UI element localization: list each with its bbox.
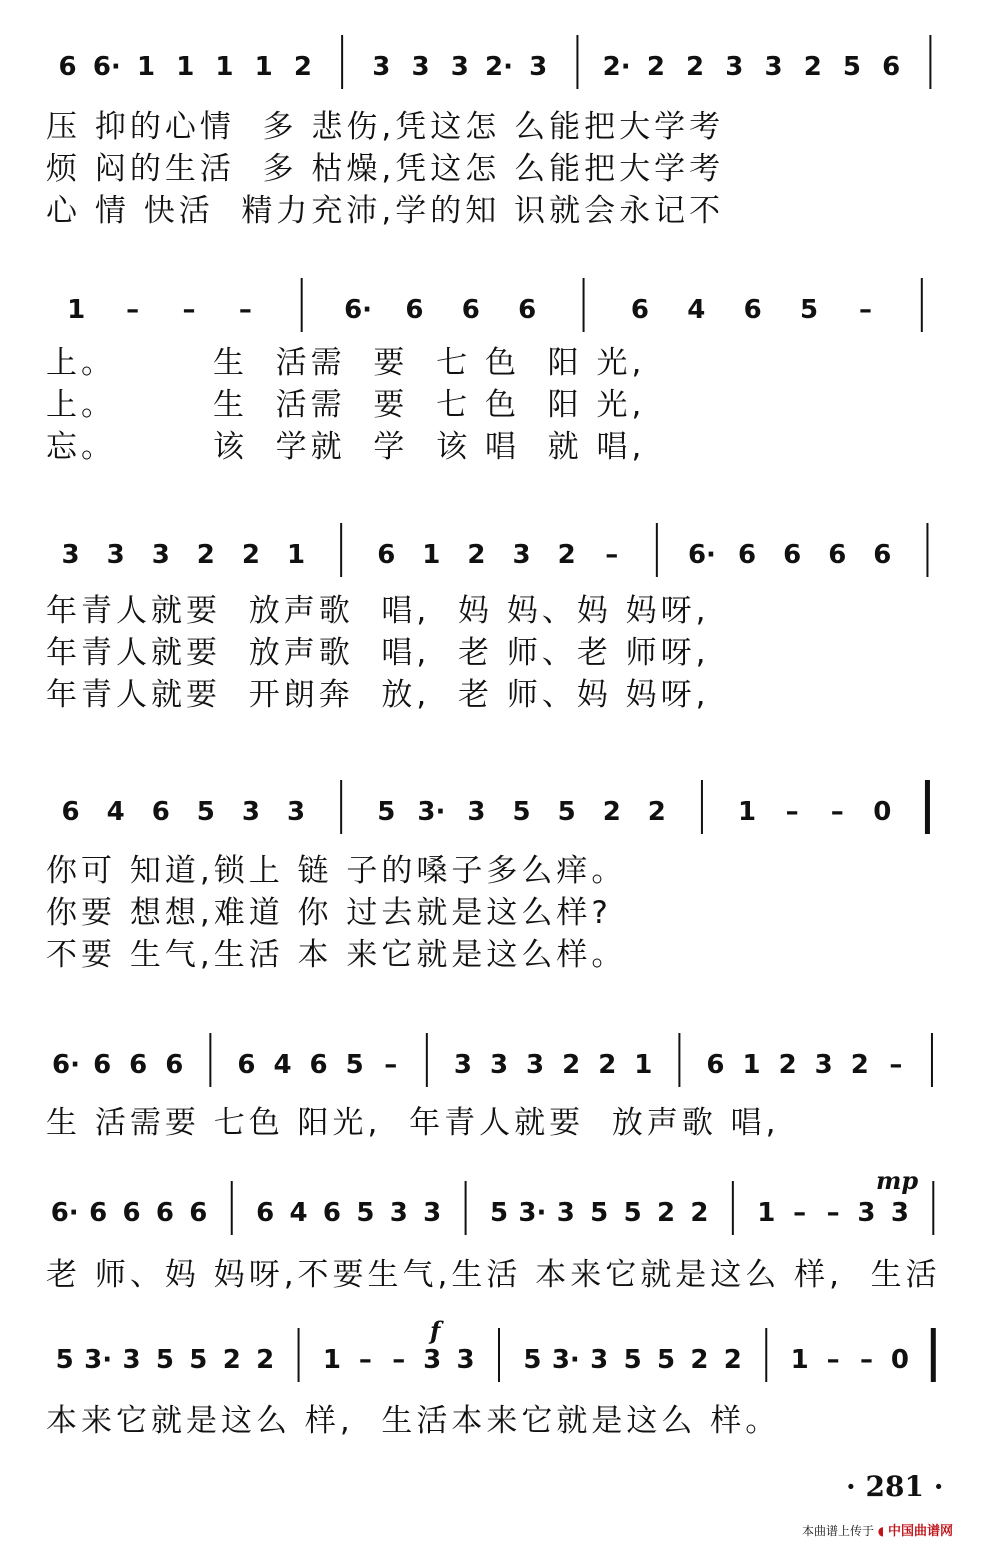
note-token: 5 xyxy=(842,52,862,82)
note-token: 3· xyxy=(417,797,446,827)
note-token: 5 xyxy=(557,797,576,827)
note-token: 2 xyxy=(602,797,621,827)
note-token: – xyxy=(392,1345,406,1375)
page-number: · 281 · xyxy=(846,1470,944,1503)
dynamic-f: f xyxy=(430,1316,441,1345)
note-token: 3 xyxy=(287,797,306,827)
note-token: 2 xyxy=(656,1198,676,1228)
note-token: 6 xyxy=(783,540,802,570)
note-token: 3 xyxy=(857,1198,876,1228)
note-token: 5 xyxy=(155,1345,174,1375)
note-token: 2 xyxy=(646,52,665,82)
note-token: 1 xyxy=(215,52,234,82)
footer-brand: 中国曲谱网 xyxy=(888,1524,954,1539)
note-token: 1 xyxy=(322,1345,342,1375)
footer-credit xyxy=(802,1520,953,1539)
note-token: 2 xyxy=(562,1050,581,1080)
note-token: – xyxy=(858,295,872,325)
note-token: 2 xyxy=(256,1345,275,1375)
lyrics-s2-v2: 年青人就要 开朗奔 放, 老 师、妈 妈呀, xyxy=(46,677,710,713)
note-token: 6 xyxy=(630,295,649,325)
lyrics-s6-v0: 本来它就是这么 样, 生活本来它就是这么 样。 xyxy=(46,1403,781,1439)
note-token: 2 xyxy=(723,1345,742,1375)
note-token: 6 xyxy=(189,1198,208,1228)
note-token: 3 xyxy=(151,540,170,570)
note-token: – xyxy=(859,1345,873,1375)
note-token: 1 xyxy=(422,540,441,570)
lyrics-s0-v2: 心 情 快活 精力充沛,学的知 识就会永记不 xyxy=(46,193,725,229)
note-token: 3 xyxy=(61,540,80,570)
note-token: 6 xyxy=(155,1198,174,1228)
note-token: 1 xyxy=(287,540,306,570)
note-token: 6· xyxy=(92,52,121,82)
note-token: 5 xyxy=(356,1198,375,1228)
note-token: 1 xyxy=(136,52,156,82)
note-token: 5 xyxy=(489,1198,509,1228)
note-token: – xyxy=(830,797,844,827)
note-token: 3 xyxy=(764,52,783,82)
lyrics-s2-v0: 年青人就要 放声歌 唱, 妈 妈、妈 妈呀, xyxy=(46,593,710,629)
note-token: 6 xyxy=(61,797,80,827)
note-token: 3 xyxy=(372,52,391,82)
note-token: 1 xyxy=(176,52,195,82)
note-token: 2 xyxy=(557,540,576,570)
note-token: 5 xyxy=(590,1198,609,1228)
note-token: 3 xyxy=(423,1345,442,1375)
note-token: 6 xyxy=(165,1050,184,1080)
lyrics-s0-v0: 压 抑的心情 多 悲伤,凭这怎 么能把大学考 xyxy=(46,109,725,145)
note-token: 3 xyxy=(456,1345,475,1375)
note-token: 2 xyxy=(598,1050,617,1080)
note-token: 3 xyxy=(814,1050,833,1080)
note-token: 6 xyxy=(743,295,762,325)
footer-text: 本曲谱上传于 xyxy=(802,1524,875,1538)
note-token: 5 xyxy=(196,797,215,827)
note-token: 0 xyxy=(873,797,892,827)
note-token: – xyxy=(826,1345,840,1375)
note-token: 3 xyxy=(556,1198,575,1228)
note-token: 2 xyxy=(196,540,215,570)
note-token: – xyxy=(785,797,799,827)
note-token: 3 xyxy=(450,52,469,82)
note-token: 3 xyxy=(423,1198,442,1228)
note-token: 3 xyxy=(489,1050,509,1080)
note-token: 2 xyxy=(467,540,486,570)
note-token: 2 xyxy=(293,52,312,82)
lyrics-s1-v0: 上。 生 活需 要 七 色 阳 光, xyxy=(46,345,646,381)
note-token: 6 xyxy=(873,540,892,570)
note-token: 6 xyxy=(89,1198,108,1228)
note-token: 1 xyxy=(757,1198,776,1228)
note-token: 1 xyxy=(738,797,757,827)
note-token: 3 xyxy=(106,540,125,570)
lyrics-s3-v2: 不要 生气,生活 本 来它就是这么样。 xyxy=(46,937,627,973)
note-token: 5 xyxy=(512,797,531,827)
lyrics-s5-v0: 老 师、妈 妈呀,不要生气,生活 本来它就是这么 样, 生活 xyxy=(46,1257,941,1293)
note-token: 6 xyxy=(882,52,901,82)
note-token: 4 xyxy=(273,1050,292,1080)
note-token: 6 xyxy=(93,1050,112,1080)
note-token: 3 xyxy=(411,52,430,82)
note-token: 2 xyxy=(850,1050,869,1080)
note-token: 6· xyxy=(687,540,716,570)
lyrics-s2-v1: 年青人就要 放声歌 唱, 老 师、老 师呀, xyxy=(46,635,710,671)
note-token: 2 xyxy=(803,52,822,82)
note-token: 3 xyxy=(453,1050,472,1080)
note-token: 2 xyxy=(690,1345,709,1375)
note-token: 4 xyxy=(289,1198,308,1228)
note-token: 6 xyxy=(828,540,847,570)
lyrics-s3-v0: 你可 知道,锁上 链 子的嗓子多么痒。 xyxy=(46,853,627,889)
note-token: – xyxy=(826,1198,840,1228)
lyrics-s4-v0: 生 活需要 七色 阳光, 年青人就要 放声歌 唱, xyxy=(46,1105,780,1141)
note-token: – xyxy=(605,540,619,570)
note-token: 6 xyxy=(309,1050,328,1080)
note-token: 3· xyxy=(518,1198,547,1228)
note-token: 1 xyxy=(790,1345,809,1375)
note-token: 4 xyxy=(106,797,125,827)
note-token: – xyxy=(889,1050,903,1080)
note-token: 6 xyxy=(405,295,424,325)
note-token: 5 xyxy=(345,1050,364,1080)
note-token: 6 xyxy=(518,295,537,325)
note-token: – xyxy=(793,1198,807,1228)
note-token: 3 xyxy=(529,52,548,82)
footer-logo-icon: ◖ xyxy=(877,1524,885,1538)
note-token: 6 xyxy=(151,797,170,827)
note-token: 5 xyxy=(523,1345,542,1375)
note-token: 2· xyxy=(485,52,513,82)
note-token: – xyxy=(358,1345,372,1375)
note-token: 3· xyxy=(84,1345,113,1375)
note-token: 3 xyxy=(241,797,260,827)
note-token: 3 xyxy=(467,797,486,827)
note-token: 3 xyxy=(590,1345,609,1375)
note-token: 3 xyxy=(122,1345,141,1375)
note-token: 3 xyxy=(890,1198,909,1228)
note-token: 5 xyxy=(623,1345,642,1375)
note-token: 3· xyxy=(551,1345,580,1375)
lyrics-s3-v1: 你要 想想,难道 你 过去就是这么样? xyxy=(46,895,612,931)
note-token: 3 xyxy=(512,540,531,570)
note-token: 6· xyxy=(50,1198,79,1228)
note-token: 6 xyxy=(237,1050,256,1080)
note-token: 6 xyxy=(122,1198,141,1228)
dynamic-mp: mp xyxy=(876,1166,919,1195)
note-token: 3 xyxy=(526,1050,545,1080)
note-token: 5 xyxy=(656,1345,676,1375)
note-token: 6 xyxy=(58,52,77,82)
lyrics-s1-v2: 忘。 该 学就 学 该 唱 就 唱, xyxy=(46,429,646,465)
note-token: 5 xyxy=(377,797,396,827)
note-token: 6 xyxy=(129,1050,148,1080)
lyrics-s0-v1: 烦 闷的生活 多 枯燥,凭这怎 么能把大学考 xyxy=(46,151,725,187)
note-token: 1 xyxy=(634,1050,653,1080)
note-token: 6 xyxy=(322,1198,342,1228)
note-token: 6 xyxy=(377,540,396,570)
note-token: 6· xyxy=(52,1050,81,1080)
note-token: 3 xyxy=(725,52,744,82)
lyrics-s1-v1: 上。 生 活需 要 七 色 阳 光, xyxy=(46,387,646,423)
note-token: 5 xyxy=(623,1198,642,1228)
note-token: – xyxy=(126,295,140,325)
note-token: – xyxy=(238,295,252,325)
note-token: 2 xyxy=(222,1345,241,1375)
note-token: 6 xyxy=(461,295,480,325)
note-token: – xyxy=(182,295,196,325)
note-token: 0 xyxy=(890,1345,909,1375)
note-token: 1 xyxy=(742,1050,761,1080)
note-token: 2· xyxy=(602,52,631,82)
note-token: 5 xyxy=(189,1345,208,1375)
note-token: 1 xyxy=(254,52,273,82)
note-token: 4 xyxy=(687,295,706,325)
note-token: 5 xyxy=(800,295,819,325)
note-token: 2 xyxy=(778,1050,797,1080)
note-token: 6 xyxy=(256,1198,275,1228)
note-token: 6 xyxy=(738,540,757,570)
note-token: 6 xyxy=(706,1050,725,1080)
note-token: 6· xyxy=(344,295,373,325)
note-token: 3 xyxy=(389,1198,408,1228)
note-token: 2 xyxy=(647,797,666,827)
note-token: 1 xyxy=(67,295,86,325)
note-token: 5 xyxy=(55,1345,74,1375)
note-token: 2 xyxy=(686,52,705,82)
note-token: 2 xyxy=(241,540,260,570)
note-token: – xyxy=(384,1050,398,1080)
note-token: 2 xyxy=(690,1198,709,1228)
